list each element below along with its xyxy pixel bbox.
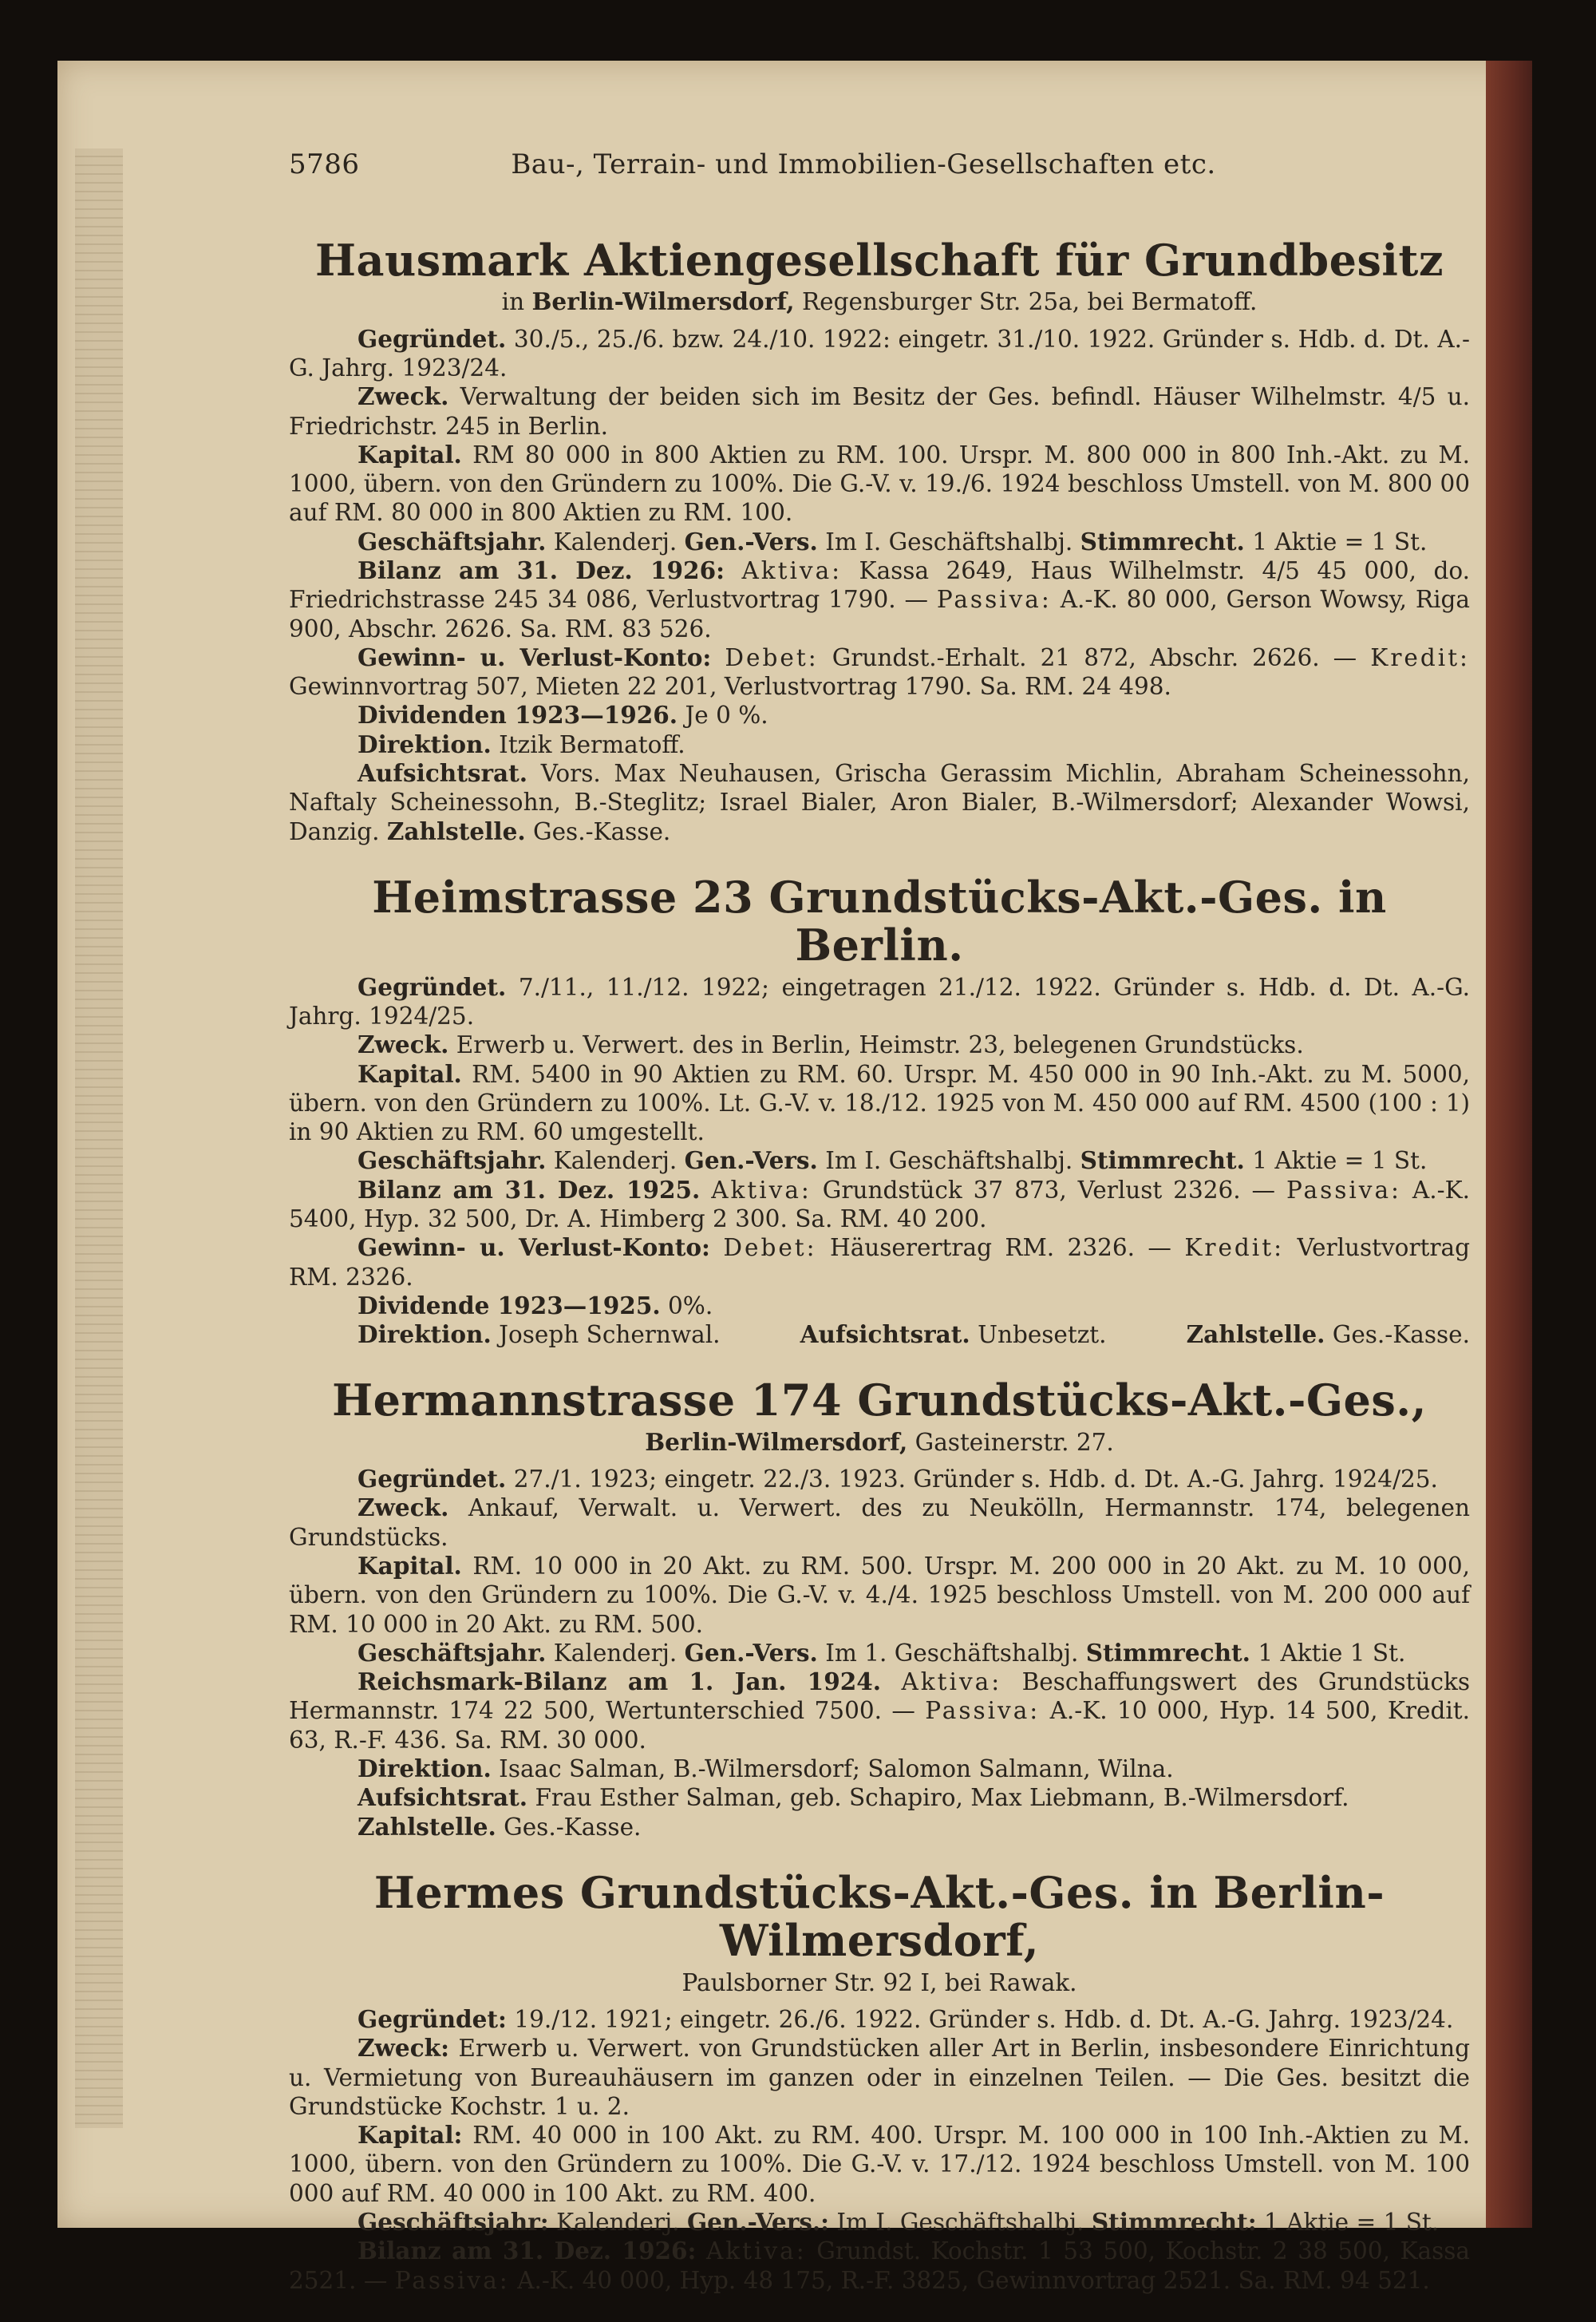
founded-paragraph: Gegründet: 19./12. 1921; eingetr. 26./6. 1922. Gründer s. Hdb. d. Dt. A.-G. Jahrg. 1923/24.: [358, 2005, 1454, 2034]
entry-hermes: [289, 1866, 1470, 2295]
capital-paragraph: Kapital. RM. 10 000 in 20 Akt. zu RM. 500. Urspr. M. 200 000 in 20 Akt. zu M. 10 000, übern. von den Gründern zu 100%. Die G.-V. v. 4./4. 1925 beschloss Umstell. von M. 200 000 auf RM. 10 000 in 20 Akt. zu RM. 500.: [289, 1552, 1470, 1638]
book-spine: [1486, 61, 1532, 2228]
entry-heimstrasse: [289, 873, 1470, 1350]
entry-hermannstrasse: [289, 1376, 1470, 1841]
purpose-paragraph: Zweck. Verwaltung der beiden sich im Besitz der Ges. befindl. Häuser Wilhelmstr. 4/5 u. Friedrichstr. 245 in Berlin.: [289, 382, 1470, 440]
paying-agent-paragraph: Zahlstelle. Ges.-Kasse.: [358, 1812, 642, 1841]
entry-location: Berlin-Wilmersdorf, Gasteinerstr. 27.: [645, 1427, 1114, 1456]
entry-title: Hermes Grundstücks-Akt.-Ges. in Berlin-Wilmersdorf,: [373, 1866, 1385, 1967]
dividends-paragraph: Dividende 1923—1925. 0%.: [358, 1291, 713, 1319]
profit-loss-paragraph: Gewinn- u. Verlust-Konto: Debet: Grundst.-Erhalt. 21 872, Abschr. 2626. — Kredit: Gewinnvortrag 507, Mieten 22 201, Verlustvortrag 1790. Sa. RM. 24 498.: [289, 643, 1470, 701]
entry-location: Paulsborner Str. 92 I, bei Rawak.: [681, 1968, 1077, 1996]
balance-paragraph: Bilanz am 31. Dez. 1925. Aktiva: Grundstück 37 873, Verlust 2326. — Passiva: A.-K. 5400, Hyp. 32 500, Dr. A. Himberg 2 300. Sa. RM. 40 200.: [289, 1175, 1470, 1232]
capital-paragraph: Kapital: RM. 40 000 in 100 Akt. zu RM. 400. Urspr. M. 100 000 in 100 Inh.-Aktien zu M. 1000, übern. von den Gründern zu 100%. Die G.-V. v. 17./12. 1924 beschloss Umstell. von M. 100 000 auf RM. 40 000 in 100 Akt. zu RM. 400.: [289, 2121, 1470, 2207]
page-number: 5786: [289, 148, 360, 180]
fiscal-paragraph: Geschäftsjahr. Kalenderj. Gen.-Vers. Im I. Geschäftshalbj. Stimmrecht. 1 Aktie = 1 St.: [358, 1146, 1428, 1175]
management-paragraph: Direktion. Itzik Bermatoff.: [358, 730, 685, 758]
founded-paragraph: Gegründet. 27./1. 1923; eingetr. 22./3. 1923. Gründer s. Hdb. d. Dt. A.-G. Jahrg. 1924/25.: [358, 1465, 1438, 1493]
balance-paragraph: Bilanz am 31. Dez. 1926: Aktiva: Grundst. Kochstr. 1 53 500, Kochstr. 2 38 500, Kassa 2521. — Passiva: A.-K. 40 000, Hyp. 48 175, R.-F. 3825, Gewinnvortrag 2521. Sa. RM. 94 521.: [289, 2237, 1470, 2294]
purpose-paragraph: Zweck: Erwerb u. Verwert. von Grundstücken aller Art in Berlin, insbesondere Einrichtung u. Vermietung von Bureauhäusern im ganzen oder in einzelnen Teilen. — Die Ges. besitzt die Grundstücke Kochstr. 1 u. 2.: [289, 2034, 1470, 2120]
founded-paragraph: Gegründet. 30./5., 25./6. bzw. 24./10. 1922: eingetr. 31./10. 1922. Gründer s. Hdb. d. Dt. A.-G. Jahrg. 1923/24.: [289, 324, 1470, 382]
capital-paragraph: Kapital. RM. 5400 in 90 Aktien zu RM. 60. Urspr. M. 450 000 in 90 Inh.-Akt. zu M. 5000, übern. von den Gründern zu 100%. Lt. G.-V. v. 18./12. 1925 von M. 450 000 auf RM. 4500 (100 : 1) in 90 Aktien zu RM. 60 umgestellt.: [289, 1059, 1470, 1146]
entry-location: in Berlin-Wilmersdorf, Regensburger Str. 25a, bei Bermatoff.: [501, 287, 1258, 316]
book-page: [57, 61, 1532, 2294]
management-paragraph: Direktion. Isaac Salman, B.-Wilmersdorf; Salomon Salmann, Wilna.: [358, 1754, 1174, 1782]
fiscal-paragraph: Geschäftsjahr. Kalenderj. Gen.-Vers. Im 1. Geschäftshalbj. Stimmrecht. 1 Aktie 1 St.: [358, 1638, 1406, 1667]
fiscal-paragraph: Geschäftsjahr. Kalenderj. Gen.-Vers. Im I. Geschäftshalbj. Stimmrecht. 1 Aktie = 1 St.: [358, 527, 1428, 556]
purpose-paragraph: Zweck. Erwerb u. Verwert. des in Berlin, Heimstr. 23, belegenen Grundstücks.: [358, 1030, 1304, 1059]
entry-title: Hausmark Aktiengesellschaft für Grundbesitz: [315, 235, 1444, 286]
running-title: Bau-, Terrain- und Immobilien-Gesellschaften etc.: [511, 148, 1216, 180]
running-header: [289, 148, 1438, 188]
supervisory-board-paragraph: Aufsichtsrat. Frau Esther Salman, geb. Schapiro, Max Liebmann, B.-Wilmersdorf.: [358, 1783, 1349, 1812]
page-body: [289, 236, 1470, 2322]
entry-hausmark: [289, 236, 1470, 846]
purpose-paragraph: Zweck. Ankauf, Verwalt. u. Verwert. des zu Neukölln, Hermannstr. 174, belegenen Grundstücks.: [289, 1493, 1470, 1551]
supervisory-board-paragraph: Aufsichtsrat. Vors. Max Neuhausen, Grischa Gerassim Michlin, Abraham Scheinessohn, Naftaly Scheinessohn, B.-Steglitz; Israel Bialer, Aron Bialer, B.-Wilmersdorf; Alexander Wowsi, Danzig. Zahlstelle. Ges.-Kasse.: [289, 758, 1470, 845]
management-row: Direktion. Joseph Schernwal. Aufsichtsrat. Unbesetzt. Zahlstelle. Ges.-Kasse.: [358, 1320, 1470, 1349]
entry-title: Heimstrasse 23 Grundstücks-Akt.-Ges. in Berlin.: [372, 871, 1387, 971]
capital-paragraph: Kapital. RM 80 000 in 800 Aktien zu RM. 100. Urspr. M. 800 000 in 800 Inh.-Akt. zu M. 1000, übern. von den Gründern zu 100%. Die G.-V. v. 19./6. 1924 beschloss Umstell. von M. 800 00 auf RM. 80 000 in 800 Aktien zu RM. 100.: [289, 440, 1470, 527]
founded-paragraph: Gegründet. 7./11., 11./12. 1922; eingetragen 21./12. 1922. Gründer s. Hdb. d. Dt. A.-G. Jahrg. 1924/25.: [289, 972, 1470, 1030]
balance-paragraph: Reichsmark-Bilanz am 1. Jan. 1924. Aktiva: Beschaffungswert des Grundstücks Hermannstr. 174 22 500, Wertunterschied 7500. — Passiva: A.-K. 10 000, Hyp. 14 500, Kredit. 63, R.-F. 436. Sa. RM. 30 000.: [289, 1667, 1470, 1754]
adjacent-page-edge: [75, 148, 123, 2128]
fiscal-paragraph: Geschäftsjahr: Kalenderj. Gen.-Vers.: Im I. Geschäftshalbj. Stimmrecht: 1 Aktie = 1 St.: [358, 2208, 1440, 2236]
entry-title: Hermannstrasse 174 Grundstücks-Akt.-Ges.,: [332, 1375, 1427, 1426]
balance-paragraph: Bilanz am 31. Dez. 1926: Aktiva: Kassa 2649, Haus Wilhelmstr. 4/5 45 000, do. Friedrichstrasse 245 34 086, Verlustvortrag 1790. — Passiva: A.-K. 80 000, Gerson Wowsy, Riga 900, Abschr. 2626. Sa. RM. 83 526.: [289, 556, 1470, 643]
dividends-paragraph: Dividenden 1923—1926. Je 0 %.: [358, 701, 768, 730]
profit-loss-paragraph: Gewinn- u. Verlust-Konto: Debet: Häuserertrag RM. 2326. — Kredit: Verlustvortrag RM. 2326.: [289, 1233, 1470, 1291]
